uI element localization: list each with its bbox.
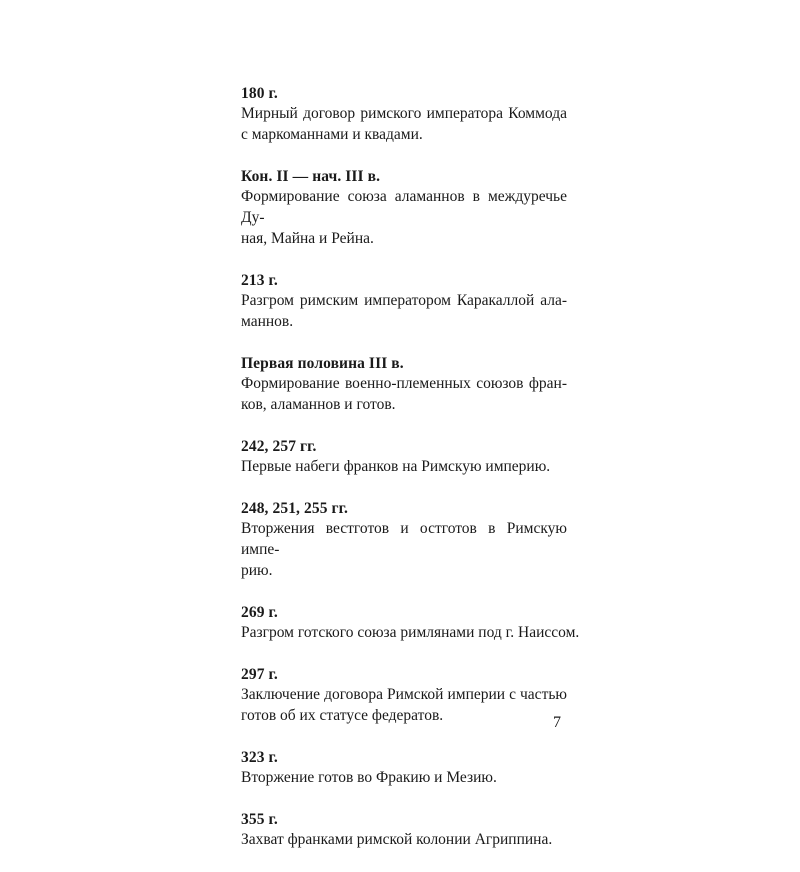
entry-date: Кон. II — нач. III в. bbox=[241, 168, 381, 185]
page-number: 7 bbox=[553, 714, 561, 731]
entry-line: Формирование союза аламаннов в междуречье Ду- bbox=[241, 188, 567, 226]
entry-line: Разгром готского союза римлянами под г. Наиссом. bbox=[241, 624, 580, 641]
entry-text bbox=[241, 518, 567, 581]
chronology-entry bbox=[241, 354, 567, 415]
entry-line: Вторжение готов во Фракию и Мезию. bbox=[241, 769, 497, 786]
entry-text bbox=[241, 103, 567, 145]
entry-line: Разгром римским императором Каракаллой ала- bbox=[241, 292, 567, 309]
chronology-entry bbox=[241, 271, 567, 332]
entry-line: Захват франками римской колонии Агриппина. bbox=[241, 831, 553, 848]
entry-text bbox=[241, 829, 567, 850]
entry-line: ков, аламаннов и готов. bbox=[241, 396, 396, 413]
entry-line: с маркоманнами и квадами. bbox=[241, 126, 423, 143]
entry-line: маннов. bbox=[241, 313, 294, 330]
entry-date: Первая половина III в. bbox=[241, 355, 404, 372]
entry-date: 269 г. bbox=[241, 604, 278, 621]
entry-date: 180 г. bbox=[241, 85, 278, 102]
entry-date: 248, 251, 255 гг. bbox=[241, 500, 349, 517]
chronology-entry bbox=[241, 810, 567, 850]
entry-date: 323 г. bbox=[241, 749, 278, 766]
entry-line: Заключение договора Римской империи с частью bbox=[241, 686, 567, 703]
entry-date: 355 г. bbox=[241, 811, 278, 828]
chronology-entry bbox=[241, 665, 567, 726]
entry-text bbox=[241, 684, 567, 726]
chronology-entry bbox=[241, 499, 567, 581]
entry-line: Мирный договор римского императора Коммода bbox=[241, 105, 567, 122]
entry-line: Вторжения вестготов и остготов в Римскую импе- bbox=[241, 520, 567, 558]
entry-line: Формирование военно-племенных союзов фран- bbox=[241, 375, 567, 392]
chronology-entry bbox=[241, 84, 567, 145]
entry-line: готов об их статусе федератов. bbox=[241, 707, 444, 724]
entry-text bbox=[241, 456, 567, 477]
chronology-entry bbox=[241, 167, 567, 249]
entry-text bbox=[241, 767, 567, 788]
entry-line: рию. bbox=[241, 562, 273, 579]
chronology-list bbox=[241, 84, 580, 872]
entry-line: Первые набеги франков на Римскую империю. bbox=[241, 458, 551, 475]
chronology-entry bbox=[241, 603, 580, 643]
entry-text bbox=[241, 186, 567, 249]
entry-date: 213 г. bbox=[241, 272, 278, 289]
entry-text bbox=[241, 290, 567, 332]
chronology-entry bbox=[241, 437, 567, 477]
chronology-entry bbox=[241, 748, 567, 788]
entry-line: ная, Майна и Рейна. bbox=[241, 230, 374, 247]
entry-date: 297 г. bbox=[241, 666, 278, 683]
entry-date: 242, 257 гг. bbox=[241, 438, 317, 455]
entry-text bbox=[241, 373, 567, 415]
entry-text bbox=[241, 622, 580, 643]
